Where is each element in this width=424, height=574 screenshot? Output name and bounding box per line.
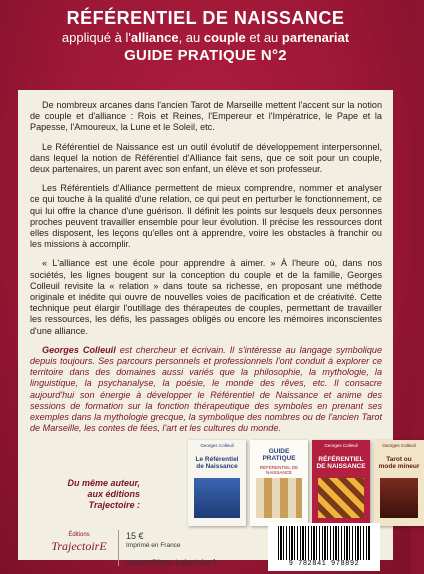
- other-books-line-2: aux éditions Trajectoire :: [87, 489, 140, 510]
- book-cover-3: [312, 440, 370, 526]
- cover-title: RÉFÉRENTIEL DE NAISSANCE: [66, 8, 345, 28]
- subtitle-part: appliqué à l': [61, 30, 131, 45]
- subtitle-keyword-couple: couple: [203, 30, 246, 45]
- footer-divider: [118, 530, 119, 566]
- barcode-number: 9 782841 978892: [288, 560, 360, 568]
- book-cover-1: [188, 440, 246, 526]
- cover-header: [0, 8, 411, 65]
- publisher-website[interactable]: www.editions-trajectoire.fr: [126, 558, 218, 567]
- price: 15 €: [126, 531, 144, 541]
- subtitle-part: , au: [178, 30, 204, 45]
- publisher-logo-small: Éditions: [68, 532, 90, 538]
- book-illustration: [318, 478, 364, 518]
- author-bio: [30, 345, 382, 435]
- isbn-barcode: [268, 523, 380, 571]
- book-title: RÉFÉRENTIEL DE NAISSANCE: [316, 456, 366, 470]
- guide-label: GUIDE PRATIQUE N°2: [124, 47, 287, 64]
- paragraph-3: Les Référentiels d'Alliance permettent de mieux comprendre, nommer et analyser ce qui touche à la qualité d'une relation, ce qui peut en perturber le fonctionnement, ce qui lui offre la chance d'une guérison. Il définit les points sur lesquels deux personnes proches peuvent travailler ensemble pour leur évolution. Il précise les ressources dont elles disposent, les leçons qu'elles ont à apprendre, voire les obstacles à franchir ou les missions à accomplir.: [30, 183, 382, 250]
- other-books-label: [40, 478, 140, 511]
- paragraph-1: De nombreux arcanes dans l'ancien Tarot de Marseille mettent l'accent sur la notion de couple et d'alliance : Rois et Reines, l'Empereur et l'Impératrice, le Pape et la Papesse, l'Amoureux, la Lune et le Soleil, etc.: [30, 100, 382, 133]
- printed-in: Imprimé en France: [126, 542, 181, 549]
- cover-subtitle: [0, 29, 411, 46]
- blurb-text: [30, 100, 382, 442]
- subtitle-keyword-alliance: alliance: [130, 30, 179, 45]
- book-illustration: [194, 478, 240, 518]
- cover-footer: [18, 520, 393, 570]
- book-illustration: [380, 478, 418, 518]
- paragraph-4: « L'alliance est une école pour apprendre à aimer. » À l'heure où, dans nos sociétés, les lignes bougent sur la conception du couple et de la famille, Georges Colleuil revisite la « relation » dans toute sa richesse, en proposant une méthode originale et inédite qui ouvre de nouvelles voies de pacification et de créativité. Cette technique peut élargir l'outillage des thérapeutes de couples, permettant de travailler les ressources, les défis, les passages obligés ou encore les mémoires inconscientes d'une alliance.: [30, 258, 382, 336]
- publisher-logo-name: TrajectoirE: [51, 539, 107, 553]
- book-illustration: [256, 478, 302, 518]
- book-author: Georges Colleuil: [200, 443, 234, 448]
- text-panel: [18, 90, 420, 560]
- other-books-line-1: Du même auteur,: [67, 478, 140, 488]
- book-subtitle: RÉFÉRENTIEL DE NAISSANCE: [259, 465, 299, 475]
- price-block: [126, 531, 181, 551]
- subtitle-part: et au: [245, 30, 282, 45]
- publisher-logo: [48, 532, 110, 562]
- book-author: Georges Colleuil: [382, 443, 416, 448]
- subtitle-keyword-partenariat: partenariat: [281, 30, 350, 45]
- author-name: Georges Colleuil: [42, 344, 116, 355]
- paragraph-2: Le Référentiel de Naissance est un outil évolutif de développement interpersonnel, dans lequel la notion de Référentiel d'Alliance fait sens, que ce soit pour un couple, deux partenaires, un parent avec son enfant, un élève et son professeur.: [30, 141, 382, 175]
- book-cover-2: [250, 440, 308, 526]
- barcode-bars: [278, 526, 370, 560]
- book-author: Georges Colleuil: [324, 443, 358, 448]
- book-title: Le Référentiel de Naissance: [195, 456, 239, 470]
- book-title: Tarot ou mode mineur: [378, 456, 420, 470]
- author-bio-text: est chercheur et écrivain. Il s'intéresse au langage symbolique depuis toujours. Ses parcours personnels et professionnels l'ont conduit à explorer ce territoire dans des domaines aussi variés que la philosophie, la mythologie, la linguistique, la psychanalyse, la poésie, le monde des rêves, etc. Il consacre aujourd'hui son énergie à développer le Référentiel de Naissance et anime des sessions de formation sur la fonction thérapeutique des symboles en prenant ses exemples dans la mythologie grecque, la symbolique des nombres ou de l'ancien Tarot de Marseille, les contes de fées, l'art et les cultures du monde.: [30, 344, 382, 434]
- book-cover-4: [374, 440, 424, 526]
- book-title: GUIDE PRATIQUE: [262, 448, 296, 462]
